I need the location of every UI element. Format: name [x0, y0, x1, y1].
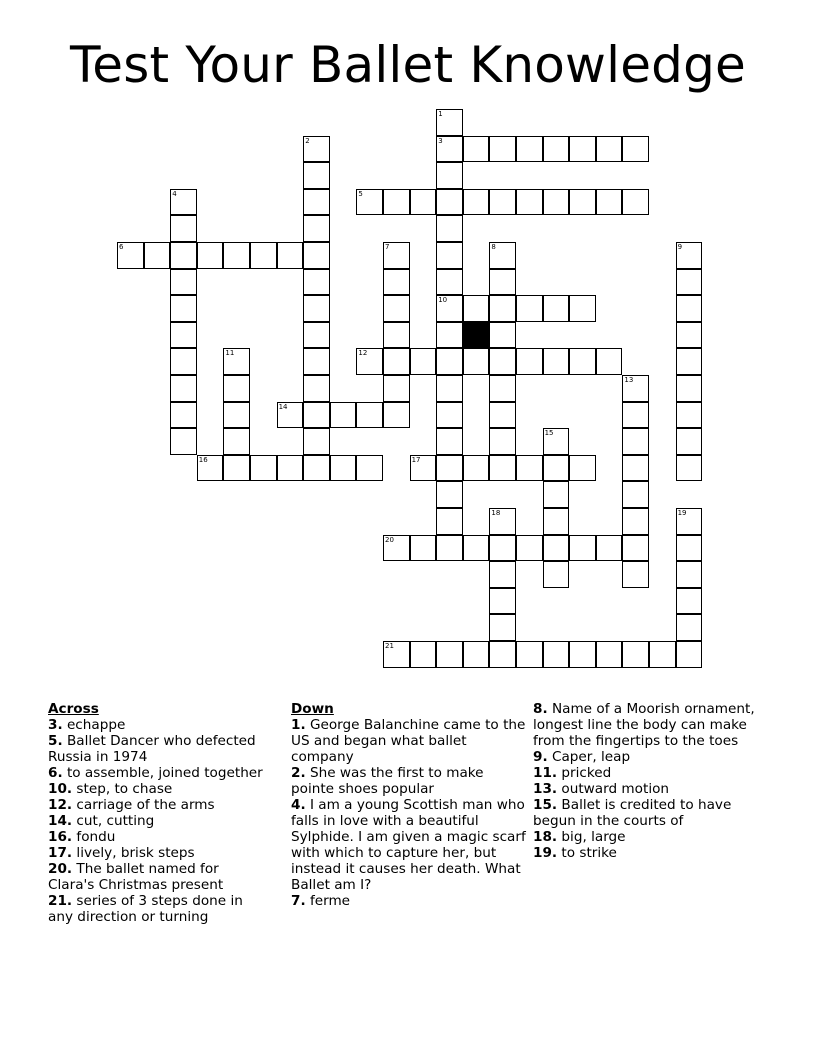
grid-cell[interactable]: [676, 614, 703, 641]
grid-cell[interactable]: [622, 561, 649, 588]
grid-cell[interactable]: [569, 189, 596, 216]
grid-cell[interactable]: [489, 322, 516, 349]
grid-cell[interactable]: [516, 295, 543, 322]
clue-item: [291, 797, 527, 893]
grid-cell[interactable]: [303, 189, 330, 216]
clue-item-text: series of 3 steps done in any direction or turning: [48, 893, 243, 925]
clue-item-number: 14.: [48, 813, 73, 829]
clue-item-text: The ballet named for Clara's Christmas present: [48, 861, 224, 893]
grid-cell[interactable]: [516, 136, 543, 163]
grid-cell[interactable]: [489, 402, 516, 429]
grid-cell[interactable]: [303, 295, 330, 322]
grid-cell[interactable]: [170, 322, 197, 349]
clue-item-number: 7.: [291, 893, 306, 909]
clue-item-number: 21.: [48, 893, 73, 909]
down-heading: Down: [291, 701, 334, 717]
grid-cell[interactable]: [436, 109, 463, 136]
across-clue-list: [48, 717, 268, 925]
clue-item: [533, 701, 761, 749]
clue-number: 3: [438, 136, 443, 145]
grid-cell[interactable]: [489, 428, 516, 455]
grid-cell[interactable]: [436, 428, 463, 455]
grid-cell[interactable]: [596, 348, 623, 375]
clue-number: 9: [677, 243, 683, 251]
black-square: [463, 322, 490, 349]
grid-cell[interactable]: [436, 269, 463, 296]
grid-cell[interactable]: [436, 402, 463, 429]
grid-cell[interactable]: [436, 189, 463, 216]
clue-item: [48, 861, 268, 893]
grid-cell[interactable]: [622, 535, 649, 562]
grid-cell[interactable]: [676, 641, 703, 668]
grid-cell[interactable]: [516, 348, 543, 375]
grid-cell[interactable]: [223, 242, 250, 269]
grid-cell[interactable]: [170, 295, 197, 322]
grid-cell[interactable]: [410, 535, 437, 562]
grid-cell[interactable]: [436, 508, 463, 535]
grid-cell[interactable]: [676, 375, 703, 402]
clue-item-text: ferme: [305, 893, 351, 909]
grid-cell[interactable]: [170, 428, 197, 455]
grid-cell[interactable]: [489, 189, 516, 216]
grid-cell[interactable]: [622, 455, 649, 482]
grid-cell[interactable]: [410, 348, 437, 375]
clue-item-text: to strike: [557, 845, 617, 861]
grid-cell[interactable]: [170, 402, 197, 429]
grid-cell[interactable]: [277, 455, 304, 482]
clue-item-text: George Balanchine came to the US and began what ballet company: [291, 717, 526, 765]
grid-cell[interactable]: [489, 561, 516, 588]
clue-item: [48, 829, 268, 845]
grid-cell[interactable]: [223, 375, 250, 402]
grid-cell[interactable]: [676, 402, 703, 429]
grid-cell[interactable]: [436, 455, 463, 482]
clue-item: [533, 845, 761, 861]
grid-cell[interactable]: [543, 561, 570, 588]
grid-cell[interactable]: [596, 535, 623, 562]
clue-number: 12: [358, 349, 368, 358]
grid-cell[interactable]: [516, 455, 543, 482]
clue-number: 5: [358, 189, 363, 198]
clue-item-number: 13.: [533, 781, 558, 797]
grid-cell[interactable]: [223, 455, 250, 482]
grid-cell[interactable]: [436, 295, 463, 322]
clue-item-text: Ballet Dancer who defected Russia in 1974: [48, 733, 256, 765]
clue-item-number: 18.: [533, 829, 558, 845]
grid-cell[interactable]: [436, 136, 463, 163]
grid-cell[interactable]: [436, 481, 463, 508]
grid-cell[interactable]: [170, 189, 197, 216]
grid-cell[interactable]: [489, 535, 516, 562]
grid-cell[interactable]: [516, 189, 543, 216]
grid-cell[interactable]: [543, 641, 570, 668]
grid-cell[interactable]: [383, 322, 410, 349]
grid-cell[interactable]: [543, 295, 570, 322]
clue-item: [291, 893, 527, 909]
grid-cell[interactable]: [622, 189, 649, 216]
grid-cell[interactable]: [489, 508, 516, 535]
clue-item: [48, 765, 268, 781]
grid-cell[interactable]: [489, 641, 516, 668]
grid-cell[interactable]: [676, 242, 703, 269]
grid-cell[interactable]: [489, 136, 516, 163]
grid-cell[interactable]: [383, 348, 410, 375]
grid-cell[interactable]: [170, 242, 197, 269]
clue-item: [48, 717, 268, 733]
grid-cell[interactable]: [144, 242, 171, 269]
clue-number: 19: [677, 509, 687, 517]
grid-cell[interactable]: [489, 614, 516, 641]
grid-cell[interactable]: [303, 375, 330, 402]
clue-item-number: 16.: [48, 829, 73, 845]
clue-item-text: lively, brisk steps: [72, 845, 195, 861]
clue-item-text: Ballet is credited to have begun in the courts of: [533, 797, 732, 829]
clue-item-text: outward motion: [557, 781, 670, 797]
grid-cell[interactable]: [569, 136, 596, 163]
grid-cell[interactable]: [516, 641, 543, 668]
grid-cell[interactable]: [543, 189, 570, 216]
grid-cell[interactable]: [250, 455, 277, 482]
grid-cell[interactable]: [170, 348, 197, 375]
grid-cell[interactable]: [569, 455, 596, 482]
clue-number: 20: [385, 535, 394, 544]
grid-cell[interactable]: [223, 348, 250, 375]
clue-item: [291, 717, 527, 765]
clue-number: 7: [385, 243, 390, 251]
grid-cell[interactable]: [356, 402, 383, 429]
clue-number: 10: [438, 296, 448, 305]
down-clue-list: [291, 717, 527, 909]
grid-cell[interactable]: [303, 136, 330, 163]
grid-cell[interactable]: [303, 455, 330, 482]
grid-cell[interactable]: [410, 189, 437, 216]
clue-item-number: 9.: [533, 749, 548, 765]
clue-item-number: 8.: [533, 701, 548, 717]
grid-cell[interactable]: [436, 641, 463, 668]
clue-item-text: pricked: [557, 765, 612, 781]
down-clue-list-continued: [533, 701, 761, 861]
grid-cell[interactable]: [463, 295, 490, 322]
grid-cell[interactable]: [569, 641, 596, 668]
clue-number: 17: [411, 455, 421, 464]
clue-item-number: 12.: [48, 797, 73, 813]
clue-item-text: She was the first to make pointe shoes popular: [291, 765, 484, 797]
clue-number: 1: [438, 110, 443, 118]
clue-item-number: 3.: [48, 717, 63, 733]
clue-item-number: 17.: [48, 845, 73, 861]
clue-number: 4: [172, 189, 177, 198]
clue-item-number: 6.: [48, 765, 63, 781]
clue-item: [48, 733, 268, 765]
grid-cell[interactable]: [277, 402, 304, 429]
grid-cell[interactable]: [436, 215, 463, 242]
clue-item-text: to assemble, joined together: [62, 765, 263, 781]
clue-item: [533, 765, 761, 781]
clue-item-text: big, large: [557, 829, 626, 845]
grid-cell[interactable]: [463, 641, 490, 668]
clue-item-number: 20.: [48, 861, 73, 877]
grid-cell[interactable]: [543, 455, 570, 482]
clue-item-number: 5.: [48, 733, 63, 749]
clue-item: [533, 781, 761, 797]
clue-number: 8: [491, 243, 496, 251]
clue-item-text: carriage of the arms: [72, 797, 215, 813]
grid-cell[interactable]: [543, 535, 570, 562]
clue-item: [48, 845, 268, 861]
clue-item-text: Caper, leap: [547, 749, 631, 765]
grid-cell[interactable]: [622, 428, 649, 455]
grid-cell[interactable]: [356, 348, 383, 375]
clue-item-number: 4.: [291, 797, 306, 813]
grid-cell[interactable]: [622, 508, 649, 535]
grid-cell[interactable]: [569, 348, 596, 375]
grid-cell[interactable]: [356, 455, 383, 482]
grid-cell[interactable]: [676, 508, 703, 535]
grid-cell[interactable]: [436, 322, 463, 349]
grid-cell[interactable]: [569, 535, 596, 562]
grid-cell[interactable]: [330, 402, 357, 429]
clue-item-text: I am a young Scottish man who falls in love with a beautiful Sylphide. I am given a magic scarf with which to capture her, but instead it causes her death. What Ballet am I?: [291, 797, 526, 893]
grid-cell[interactable]: [383, 189, 410, 216]
grid-cell[interactable]: [596, 136, 623, 163]
grid-cell[interactable]: [117, 242, 144, 269]
page-title: Test Your Ballet Knowledge: [69, 36, 747, 94]
grid-cell[interactable]: [436, 348, 463, 375]
clue-item-text: echappe: [62, 717, 126, 733]
grid-cell[interactable]: [170, 375, 197, 402]
clue-number: 21: [385, 642, 394, 650]
grid-cell[interactable]: [170, 215, 197, 242]
grid-cell[interactable]: [463, 348, 490, 375]
grid-cell[interactable]: [569, 295, 596, 322]
grid-cell[interactable]: [356, 189, 383, 216]
grid-cell[interactable]: [543, 481, 570, 508]
grid-cell[interactable]: [436, 535, 463, 562]
grid-cell[interactable]: [489, 348, 516, 375]
grid-cell[interactable]: [622, 375, 649, 402]
grid-cell[interactable]: [250, 242, 277, 269]
clue-number: 13: [624, 376, 634, 384]
clue-item-text: Name of a Moorish ornament, longest line the body can make from the fingertips to the toes: [533, 701, 755, 749]
grid-cell[interactable]: [676, 322, 703, 349]
grid-cell[interactable]: [463, 535, 490, 562]
down-clues-column: [291, 701, 527, 909]
grid-cell[interactable]: [543, 348, 570, 375]
clue-item: [533, 797, 761, 829]
grid-cell[interactable]: [649, 641, 676, 668]
grid-cell[interactable]: [197, 455, 224, 482]
grid-cell[interactable]: [303, 215, 330, 242]
grid-cell[interactable]: [436, 375, 463, 402]
grid-cell[interactable]: [489, 588, 516, 615]
across-heading: Across: [48, 701, 99, 717]
grid-cell[interactable]: [676, 561, 703, 588]
grid-cell[interactable]: [277, 242, 304, 269]
clue-item: [48, 781, 268, 797]
grid-cell[interactable]: [383, 641, 410, 668]
clue-item: [291, 765, 527, 797]
clue-item-text: step, to chase: [72, 781, 173, 797]
grid-cell[interactable]: [197, 242, 224, 269]
grid-cell[interactable]: [223, 402, 250, 429]
grid-cell[interactable]: [622, 641, 649, 668]
clue-number: 14: [278, 402, 288, 411]
clue-number: 2: [305, 136, 310, 145]
clue-item-number: 1.: [291, 717, 306, 733]
grid-cell[interactable]: [463, 455, 490, 482]
grid-cell[interactable]: [489, 455, 516, 482]
grid-cell[interactable]: [223, 428, 250, 455]
clue-item-text: fondu: [72, 829, 116, 845]
clue-item-number: 10.: [48, 781, 73, 797]
clue-item-number: 2.: [291, 765, 306, 781]
clue-number: 11: [225, 349, 235, 358]
clue-item: [48, 813, 268, 829]
grid-cell[interactable]: [489, 295, 516, 322]
grid-cell[interactable]: [622, 136, 649, 163]
clue-item-text: cut, cutting: [72, 813, 155, 829]
down-clues-column-continued: [533, 701, 761, 861]
grid-cell[interactable]: [436, 242, 463, 269]
grid-cell[interactable]: [330, 455, 357, 482]
grid-cell[interactable]: [303, 322, 330, 349]
grid-cell[interactable]: [383, 402, 410, 429]
grid-cell[interactable]: [463, 136, 490, 163]
clue-item: [48, 893, 268, 925]
clue-number: 15: [544, 429, 554, 438]
grid-cell[interactable]: [383, 535, 410, 562]
grid-cell[interactable]: [676, 588, 703, 615]
clue-item-number: 15.: [533, 797, 558, 813]
grid-cell[interactable]: [170, 269, 197, 296]
grid-cell[interactable]: [676, 455, 703, 482]
grid-cell[interactable]: [489, 269, 516, 296]
grid-cell[interactable]: [676, 269, 703, 296]
clue-number: 16: [198, 455, 208, 464]
clue-item: [533, 829, 761, 845]
grid-cell[interactable]: [489, 375, 516, 402]
grid-cell[interactable]: [303, 428, 330, 455]
clue-item: [48, 797, 268, 813]
grid-cell[interactable]: [622, 481, 649, 508]
grid-cell[interactable]: [622, 402, 649, 429]
grid-cell[interactable]: [676, 295, 703, 322]
grid-cell[interactable]: [303, 242, 330, 269]
grid-cell[interactable]: [383, 269, 410, 296]
grid-cell[interactable]: [516, 535, 543, 562]
grid-cell[interactable]: [543, 136, 570, 163]
grid-cell[interactable]: [383, 242, 410, 269]
grid-cell[interactable]: [303, 402, 330, 429]
grid-cell[interactable]: [596, 641, 623, 668]
across-clues-column: [48, 701, 268, 925]
grid-cell[interactable]: [383, 375, 410, 402]
grid-cell[interactable]: [543, 428, 570, 455]
grid-cell[interactable]: [410, 455, 437, 482]
clue-number: 6: [119, 243, 124, 251]
grid-cell[interactable]: [596, 189, 623, 216]
grid-cell[interactable]: [676, 535, 703, 562]
grid-cell[interactable]: [489, 242, 516, 269]
grid-cell[interactable]: [303, 348, 330, 375]
clue-item: [533, 749, 761, 765]
grid-cell[interactable]: [676, 348, 703, 375]
grid-cell[interactable]: [676, 428, 703, 455]
clue-item-number: 11.: [533, 765, 558, 781]
grid-cell[interactable]: [463, 189, 490, 216]
grid-cell[interactable]: [303, 162, 330, 189]
grid-cell[interactable]: [543, 508, 570, 535]
clue-item-number: 19.: [533, 845, 558, 861]
grid-cell[interactable]: [410, 641, 437, 668]
grid-cell[interactable]: [383, 295, 410, 322]
clue-number: 18: [491, 509, 501, 517]
grid-cell[interactable]: [436, 162, 463, 189]
grid-cell[interactable]: [303, 269, 330, 296]
